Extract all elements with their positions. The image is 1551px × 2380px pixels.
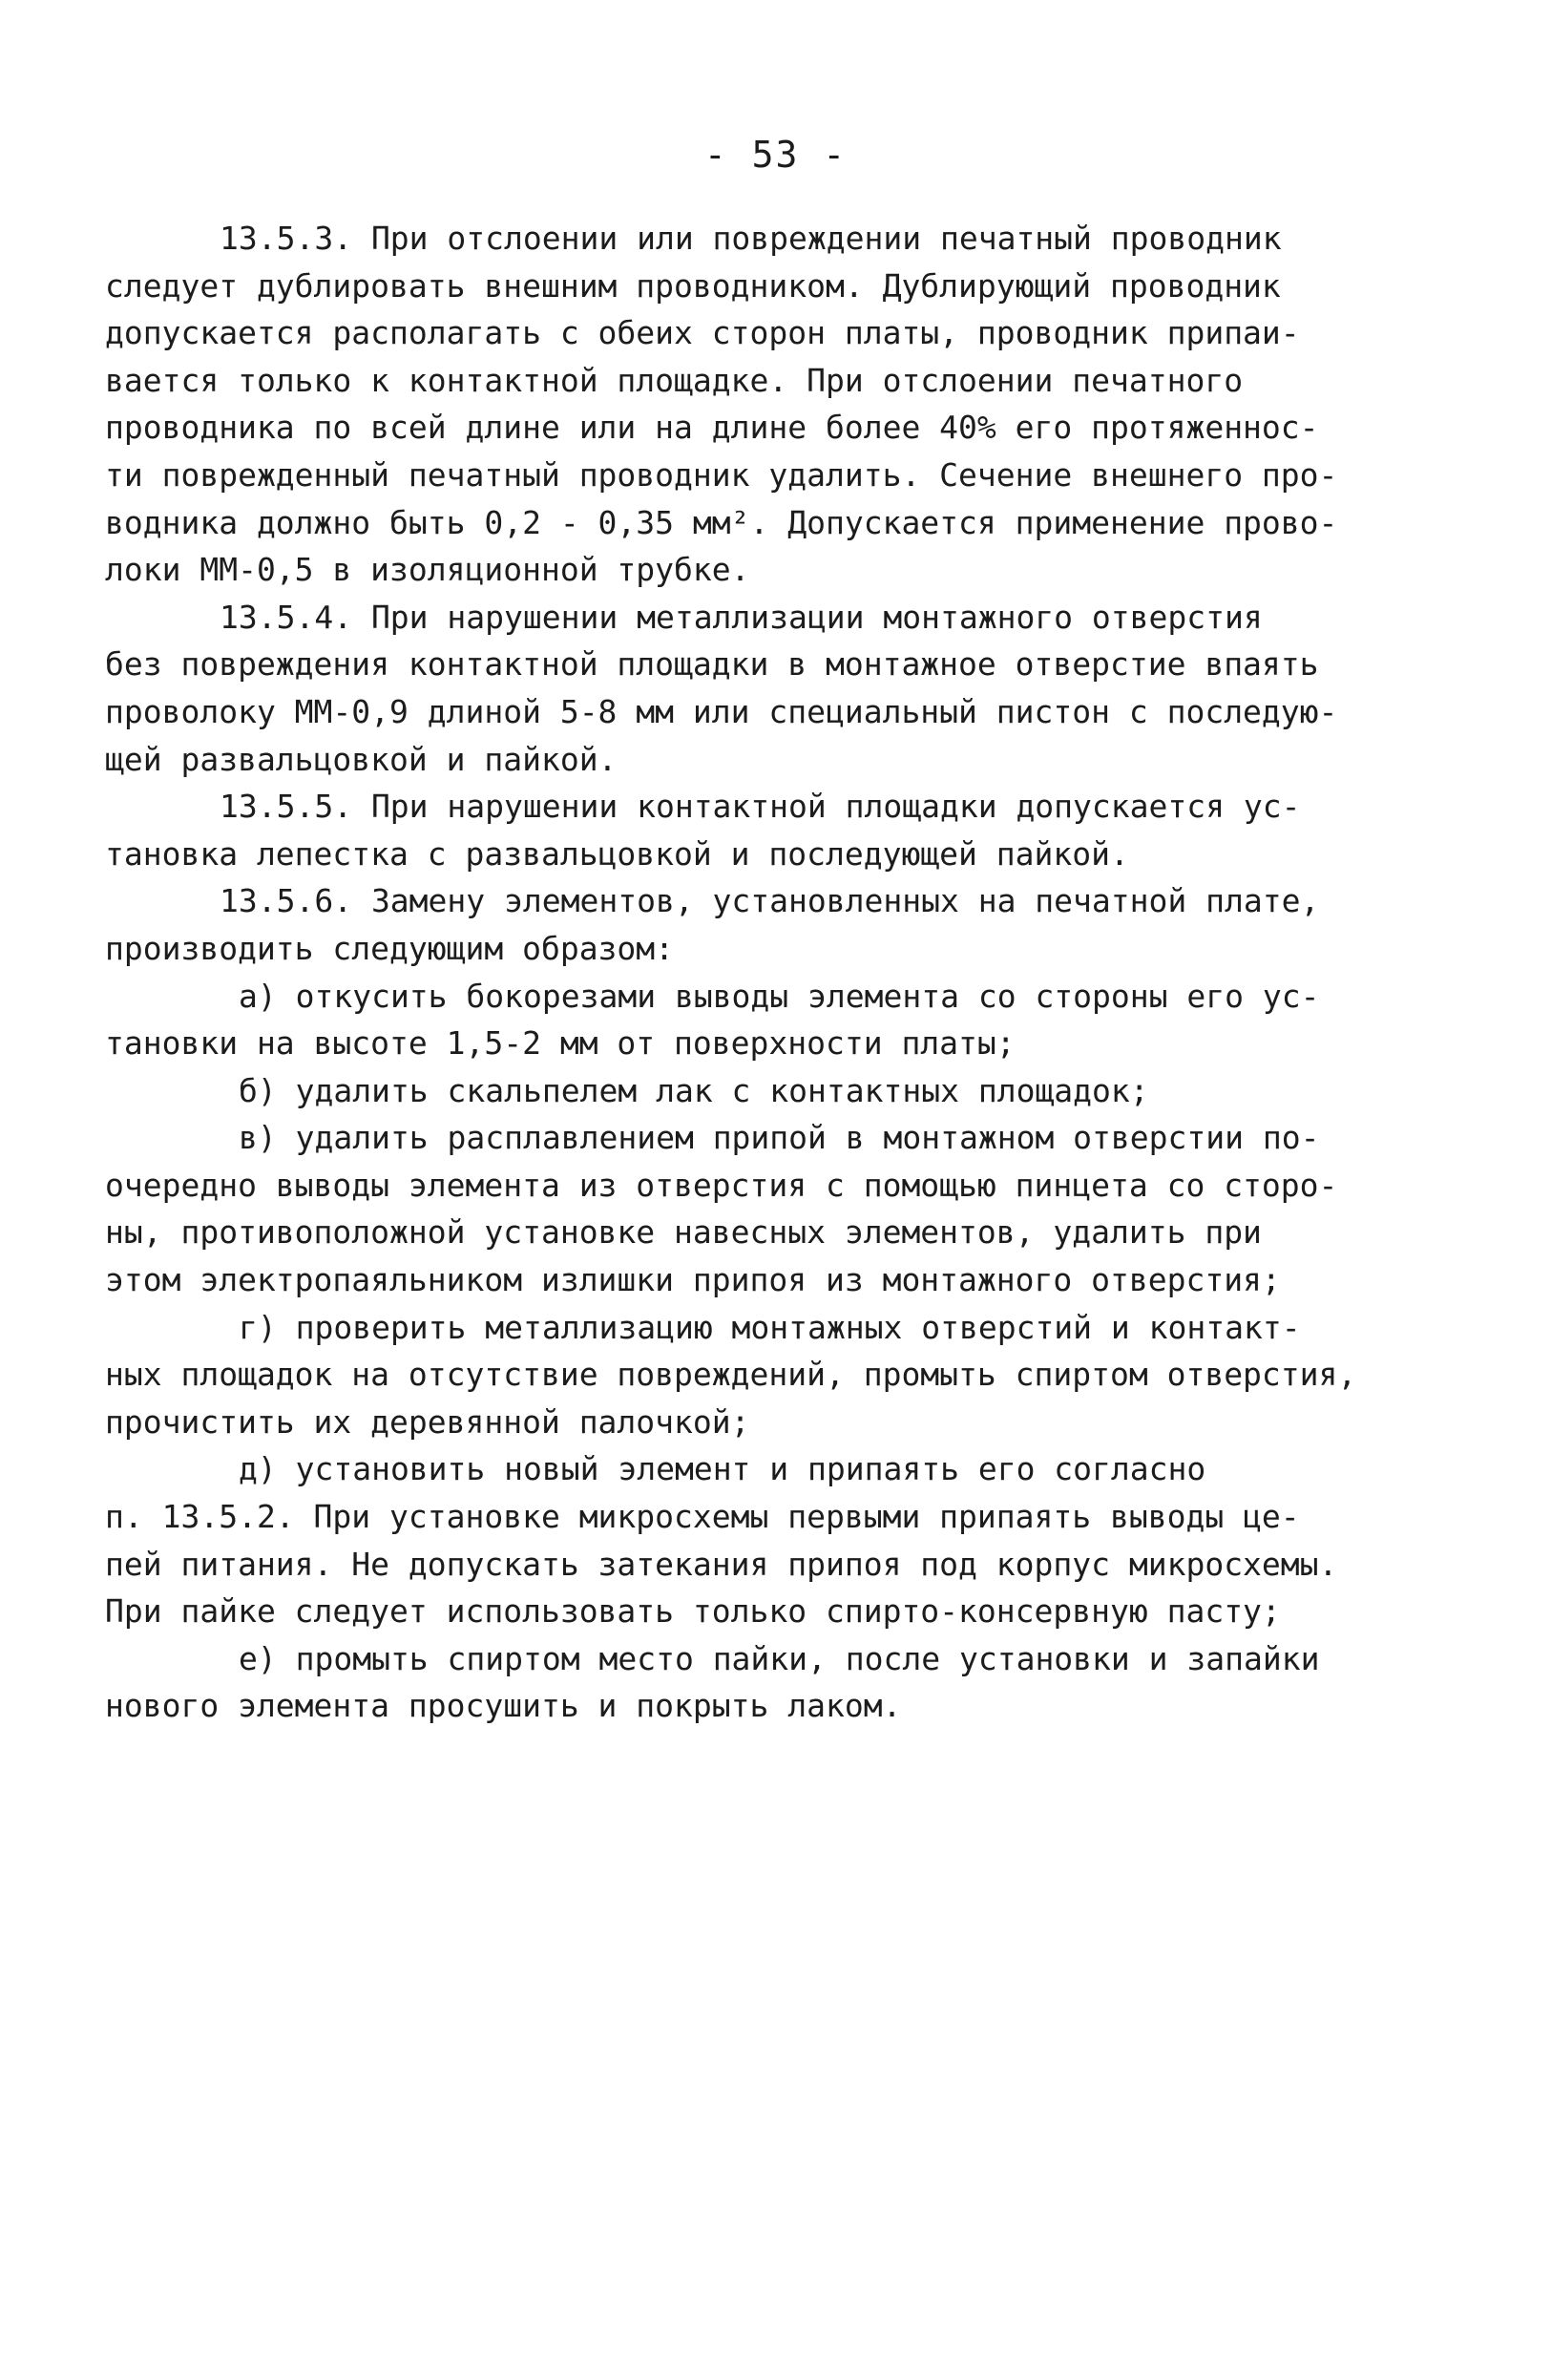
text-line: 13.5.5. При нарушении контактной площадки допускается ус- — [220, 788, 1301, 826]
text-line: 13.5.6. Замену элементов, установленных на печатной плате, — [220, 882, 1320, 920]
text-line: нового элемента просушить и покрыть лаком. — [105, 1687, 902, 1725]
body-text — [105, 215, 1422, 1730]
text-line: г) проверить металлизацию монтажных отверстий и контакт- — [239, 1308, 1301, 1346]
text-line: 13.5.3. При отслоении или повреждении печатный проводник — [220, 220, 1282, 257]
text-line: без повреждения контактной площадки в монтажное отверстие впаять — [105, 645, 1319, 684]
page-number: - 53 - — [703, 134, 848, 176]
text-line: прочистить их деревянной палочкой; — [105, 1402, 750, 1441]
text-line: д) установить новый элемент и припаять его согласно — [239, 1450, 1206, 1488]
text-line: этом электропаяльником излишки припоя из монтажного отверстия; — [105, 1261, 1281, 1299]
text-line: тановка лепестка с развальцовкой и последующей пайкой. — [105, 834, 1129, 873]
text-line: щей развальцовкой и пайкой. — [105, 740, 618, 778]
text-line: ти поврежденный печатный проводник удалить. Сечение внешнего про- — [105, 455, 1338, 494]
text-line: ны, противоположной установке навесных элементов, удалить при — [105, 1213, 1262, 1252]
text-line: следует дублировать внешним проводником. Дублирующий проводник — [105, 266, 1281, 305]
text-line: допускается располагать с обеих сторон платы, проводник припаи- — [105, 314, 1300, 352]
text-line: проводника по всей длине или на длине более 40% его протяженнос- — [105, 409, 1319, 447]
text-line: тановки на высоте 1,5-2 мм от поверхности платы; — [105, 1024, 1016, 1063]
text-line: локи ММ-0,5 в изоляционной трубке. — [105, 551, 750, 589]
text-line: б) удалить скальпелем лак с контактных площадок; — [239, 1071, 1149, 1109]
text-line: ных площадок на отсутствие повреждений, промыть спиртом отверстия, — [105, 1356, 1357, 1394]
text-line: пей питания. Не допускать затекания припоя под корпус микросхемы. — [105, 1545, 1338, 1583]
text-line: вается только к контактной площадке. При отслоении печатного — [105, 361, 1244, 399]
text-line: в) удалить расплавлением припой в монтажном отверстии по- — [239, 1119, 1320, 1157]
text-line: При пайке следует использовать только спирто-консервную пасту; — [105, 1592, 1281, 1631]
text-line: е) промыть спиртом место пайки, после установки и запайки — [239, 1639, 1320, 1677]
text-line: очередно выводы элемента из отверстия с помощью пинцета со сторо- — [105, 1166, 1338, 1204]
text-line: а) откусить бокорезами выводы элемента со стороны его ус- — [239, 977, 1320, 1015]
text-line: 13.5.4. При нарушении металлизации монтажного отверстия — [220, 598, 1263, 636]
text-line: производить следующим образом: — [105, 929, 675, 967]
text-line: водника должно быть 0,2 - 0,35 мм². Допускается применение прово- — [105, 503, 1338, 541]
text-line: проволоку ММ-0,9 длиной 5-8 мм или специальный пистон с последую- — [105, 692, 1338, 730]
text-line: п. 13.5.2. При установке микросхемы первыми припаять выводы це- — [105, 1498, 1300, 1536]
